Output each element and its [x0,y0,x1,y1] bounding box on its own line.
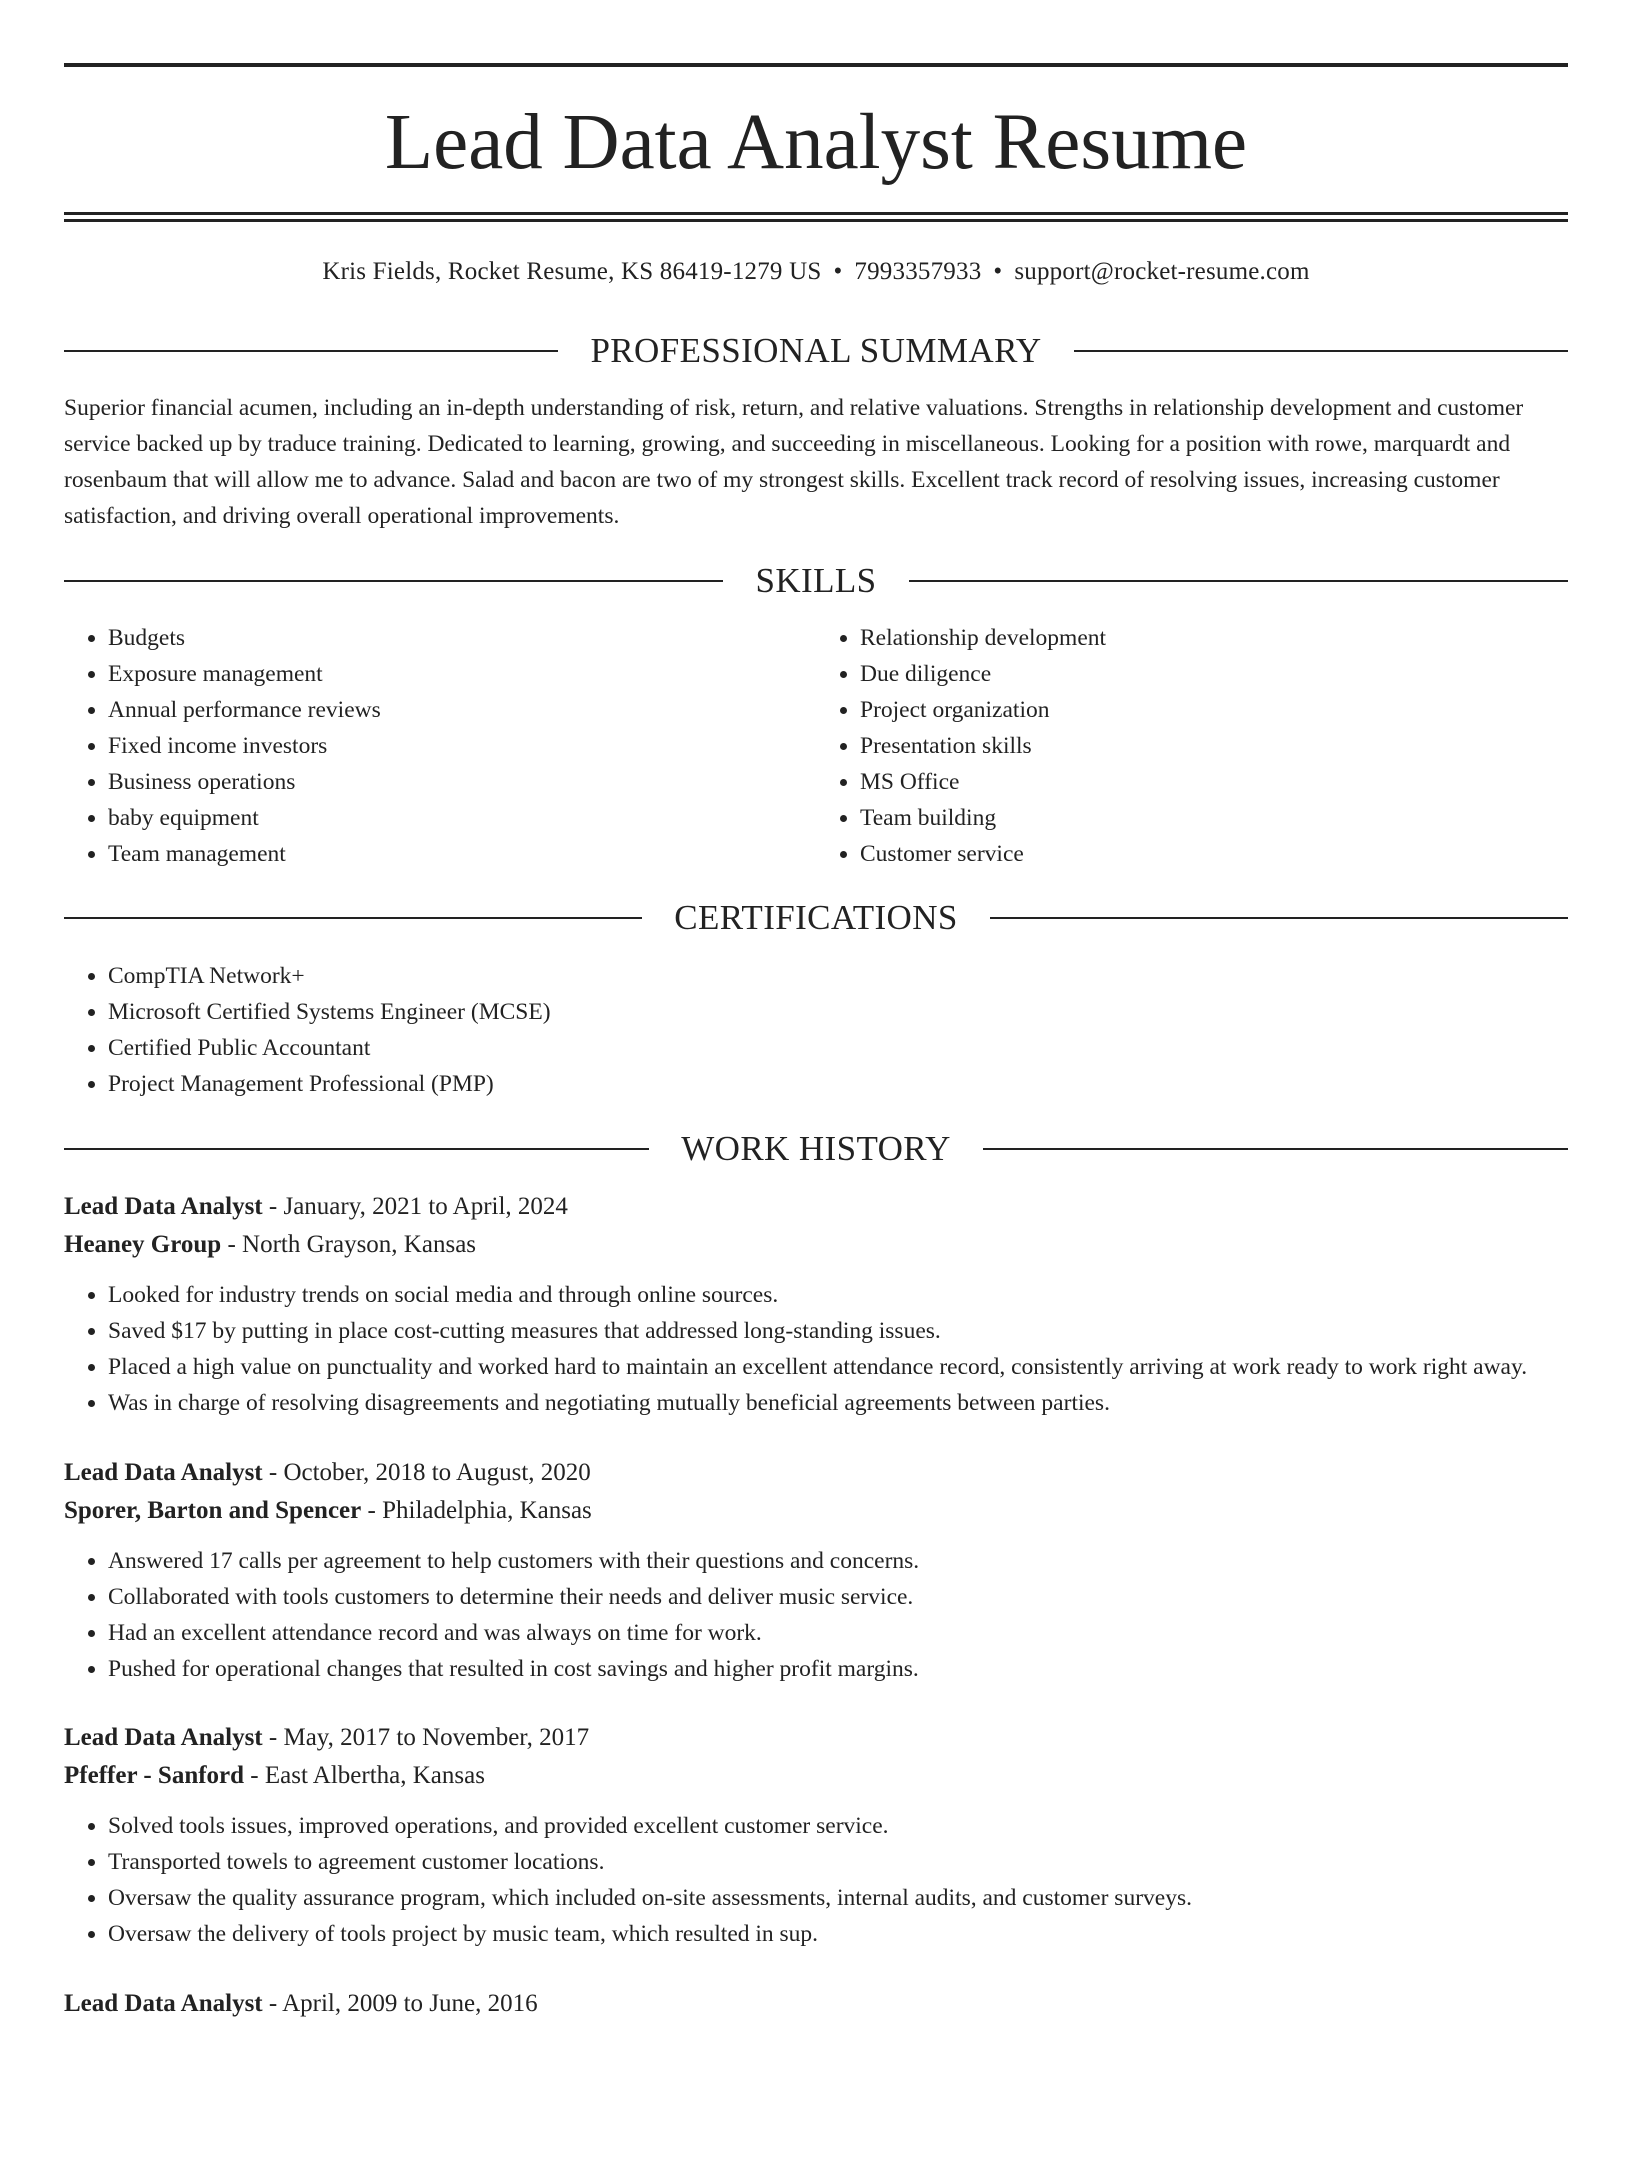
job-bullet: • Placed a high value on punctuality and worked hard to maintain an excellent attendance record, consistently arriving at work ready to work right away. [108,1349,1568,1385]
job-company-line [64,1226,1568,1264]
job-bullet: • Collaborated with tools customers to determine their needs and deliver music service. [108,1579,1568,1615]
certifications-heading [64,900,1568,935]
page-title: Lead Data Analyst Resume [384,99,1248,186]
contact-separator: • [993,258,1003,285]
job-bullet: • Was in charge of resolving disagreements and negotiating mutually beneficial agreements between parties. [108,1385,1568,1421]
job-bullet: • Had an excellent attendance record and was always on time for work. [108,1615,1568,1651]
skill-item: • Fixed income investors [108,728,816,764]
job-title: Lead Data Analyst [64,1990,263,2017]
skill-item: • Team management [108,836,816,872]
work-history-heading [64,1131,1568,1166]
job-bullet: • Oversaw the delivery of tools project by music team, which resulted in sup. [108,1916,1568,1952]
job-title-line [64,1454,1568,1492]
contact-separator: • [833,258,843,285]
skill-item: • Team building [860,800,1568,836]
contact-address: Kris Fields, Rocket Resume, KS 86419-1279 US [322,258,822,285]
job-company-line [64,1492,1568,1530]
heading-rule [909,580,1568,582]
job-entry [64,1985,1568,2023]
job-bullet: • Solved tools issues, improved operations, and provided excellent customer service. [108,1808,1568,1844]
skill-item: • Customer service [860,836,1568,872]
job-bullet: • Pushed for operational changes that resulted in cost savings and higher profit margins. [108,1651,1568,1687]
job-entry [64,1188,1568,1421]
job-title-line [64,1719,1568,1757]
summary-text: Superior financial acumen, including an in-depth understanding of risk, return, and relative valuations. Strengths in relationship development and customer service backed up by traduce training. Dedicated to learning, growing, and succeeding in miscellaneous. Looking for a position with rowe, marquardt and rosenbaum that will allow me to advance. Salad and bacon are two of my strongest skills. Excellent track record of resolving issues, increasing customer satisfaction, and driving overall operational improvements. [64,395,1524,529]
job-company: Sporer, Barton and Spencer [64,1497,362,1524]
certification-item: • Certified Public Accountant [108,1030,1568,1066]
heading-rule [64,1148,649,1150]
job-bullets [64,1808,1568,1952]
title-double-rule [64,212,1568,222]
skill-item: • Due diligence [860,656,1568,692]
job-title-line [64,1188,1568,1226]
certification-item: • Project Management Professional (PMP) [108,1066,1568,1102]
skills-columns [64,620,1568,872]
job-title: Lead Data Analyst [64,1459,263,1486]
job-dates: - April, 2009 to June, 2016 [262,1990,538,2017]
skills-heading [64,563,1568,598]
top-rule [64,63,1568,67]
work-history-heading-label: WORK HISTORY [681,1129,951,1168]
job-bullet: • Transported towels to agreement customer locations. [108,1844,1568,1880]
job-dates: - January, 2021 to April, 2024 [262,1193,568,1220]
skill-item: • Relationship development [860,620,1568,656]
job-company: Heaney Group [64,1231,222,1258]
job-title-line [64,1985,1568,2023]
skills-list-right [816,620,1568,872]
skill-item: • Project organization [860,692,1568,728]
contact-line [64,259,1568,286]
job-location: - East Albertha, Kansas [244,1762,485,1789]
skill-item: • Annual performance reviews [108,692,816,728]
job-bullet: • Looked for industry trends on social media and through online sources. [108,1277,1568,1313]
job-entry [64,1454,1568,1687]
job-title: Lead Data Analyst [64,1724,263,1751]
certifications-heading-label: CERTIFICATIONS [674,898,958,937]
contact-phone: 7993357933 [854,258,982,285]
job-bullet: • Oversaw the quality assurance program, which included on-site assessments, internal audits, and customer surveys. [108,1880,1568,1916]
skill-item: • Exposure management [108,656,816,692]
heading-rule [64,350,558,352]
job-dates: - October, 2018 to August, 2020 [262,1459,591,1486]
skills-heading-label: SKILLS [755,561,877,600]
contact-email: support@rocket-resume.com [1014,258,1310,285]
job-location: - Philadelphia, Kansas [361,1497,592,1524]
resume-page [0,63,1632,2175]
certification-item: • Microsoft Certified Systems Engineer (MCSE) [108,994,1568,1030]
heading-rule [64,580,723,582]
certification-item: • CompTIA Network+ [108,958,1568,994]
skill-item: • Budgets [108,620,816,656]
heading-rule [1074,350,1568,352]
job-title: Lead Data Analyst [64,1193,263,1220]
job-bullets [64,1277,1568,1421]
heading-rule [990,917,1568,919]
skill-item: • baby equipment [108,800,816,836]
skill-item: • Presentation skills [860,728,1568,764]
skills-list-left [64,620,816,872]
job-dates: - May, 2017 to November, 2017 [262,1724,590,1751]
job-company: Pfeffer - Sanford [64,1762,245,1789]
summary-heading-label: PROFESSIONAL SUMMARY [590,331,1042,370]
certifications-list [64,958,1568,1102]
job-bullet: • Answered 17 calls per agreement to help customers with their questions and concerns. [108,1543,1568,1579]
job-bullets [64,1543,1568,1687]
job-bullet: • Saved $17 by putting in place cost-cutting measures that addressed long-standing issues. [108,1313,1568,1349]
heading-rule [64,917,642,919]
heading-rule [983,1148,1568,1150]
skill-item: • Business operations [108,764,816,800]
job-company-line [64,1757,1568,1795]
job-location: - North Grayson, Kansas [221,1231,477,1258]
summary-heading [64,333,1568,368]
job-entry [64,1719,1568,1952]
skill-item: • MS Office [860,764,1568,800]
